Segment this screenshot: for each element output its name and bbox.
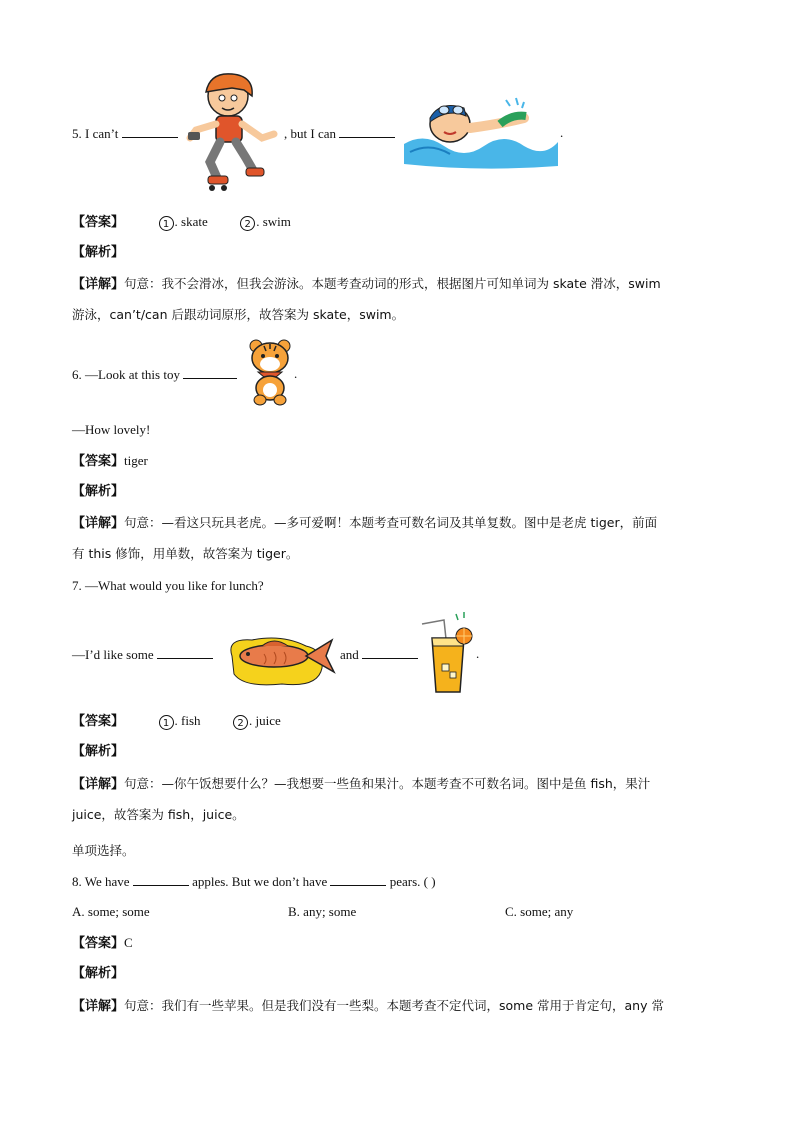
q7-blank-2[interactable] — [362, 646, 418, 659]
q6-reply: —How lovely! — [72, 422, 151, 437]
q6-sentence: 6. —Look at this toy — [72, 366, 237, 383]
q8-sentence: 8. We have apples. But we don’t have pears. ( ) — [72, 874, 436, 889]
q6-answer: 【答案】tiger — [72, 453, 148, 469]
q6-period: . — [294, 366, 298, 381]
q7-blank-1[interactable] — [157, 646, 213, 659]
juice-image — [418, 608, 478, 696]
section-title: 单项选择。 — [72, 843, 135, 858]
q7-period: . — [476, 646, 480, 661]
q7-sentence: —I’d like some — [72, 646, 213, 663]
q6-detail: 【详解】句意：—看这只玩具老虎。—多可爱啊！本题考查可数名词及其单复数。图中是老虎 tiger，前面 — [72, 515, 658, 531]
skater-boy-image — [180, 68, 280, 192]
q8-detail: 【详解】句意：我们有一些苹果。但是我们没有一些梨。本题考查不定代词，some 常用于肯定句，any 常 — [72, 998, 664, 1014]
q8-option-a[interactable]: A. some; some — [72, 904, 150, 919]
q6-detail-line2: 有 this 修饰，用单数，故答案为 tiger。 — [72, 546, 299, 561]
toy-tiger-image — [244, 338, 296, 406]
q7-detail: 【详解】句意：—你午饭想要什么？—我想要一些鱼和果汁。本题考查不可数名词。图中是鱼 fish，果汁 — [72, 776, 651, 792]
q5-analysis-tag: 【解析】 — [72, 245, 125, 260]
q5-detail-line2: 游泳，can’t/can 后跟动词原形，故答案为 skate，swim。 — [72, 307, 405, 322]
q5-sentence: 5. I can’t — [72, 125, 178, 142]
q5-sentence-part2: , but I can — [284, 125, 395, 142]
q8-analysis-tag: 【解析】 — [72, 966, 125, 981]
q5-blank-2[interactable] — [339, 125, 395, 138]
q5-blank-1[interactable] — [122, 125, 178, 138]
q7-answer: 【答案】 1 . fish 2 . juice — [72, 713, 281, 729]
q6-analysis-tag: 【解析】 — [72, 484, 125, 499]
q8-option-b[interactable]: B. any; some — [288, 904, 357, 919]
q5-period: . — [560, 125, 564, 140]
q7-question: 7. —What would you like for lunch? — [72, 578, 264, 593]
q7-sentence-part2: and — [340, 646, 418, 663]
q5-answer: 【答案】 1 . skate 2 . swim — [72, 214, 291, 230]
q8-blank-2[interactable] — [330, 873, 386, 886]
q7-analysis-tag: 【解析】 — [72, 744, 125, 759]
q8-blank-1[interactable] — [133, 873, 189, 886]
q8-option-c[interactable]: C. some; any — [505, 904, 574, 919]
q8-answer: 【答案】C — [72, 935, 133, 951]
swimmer-image — [400, 94, 560, 170]
q5-detail: 【详解】句意：我不会滑冰，但我会游泳。本题考查动词的形式，根据图片可知单词为 skate 滑冰，swim — [72, 276, 661, 292]
q6-blank[interactable] — [183, 366, 237, 379]
q7-detail-line2: juice，故答案为 fish，juice。 — [72, 807, 245, 822]
fish-image — [222, 616, 340, 690]
